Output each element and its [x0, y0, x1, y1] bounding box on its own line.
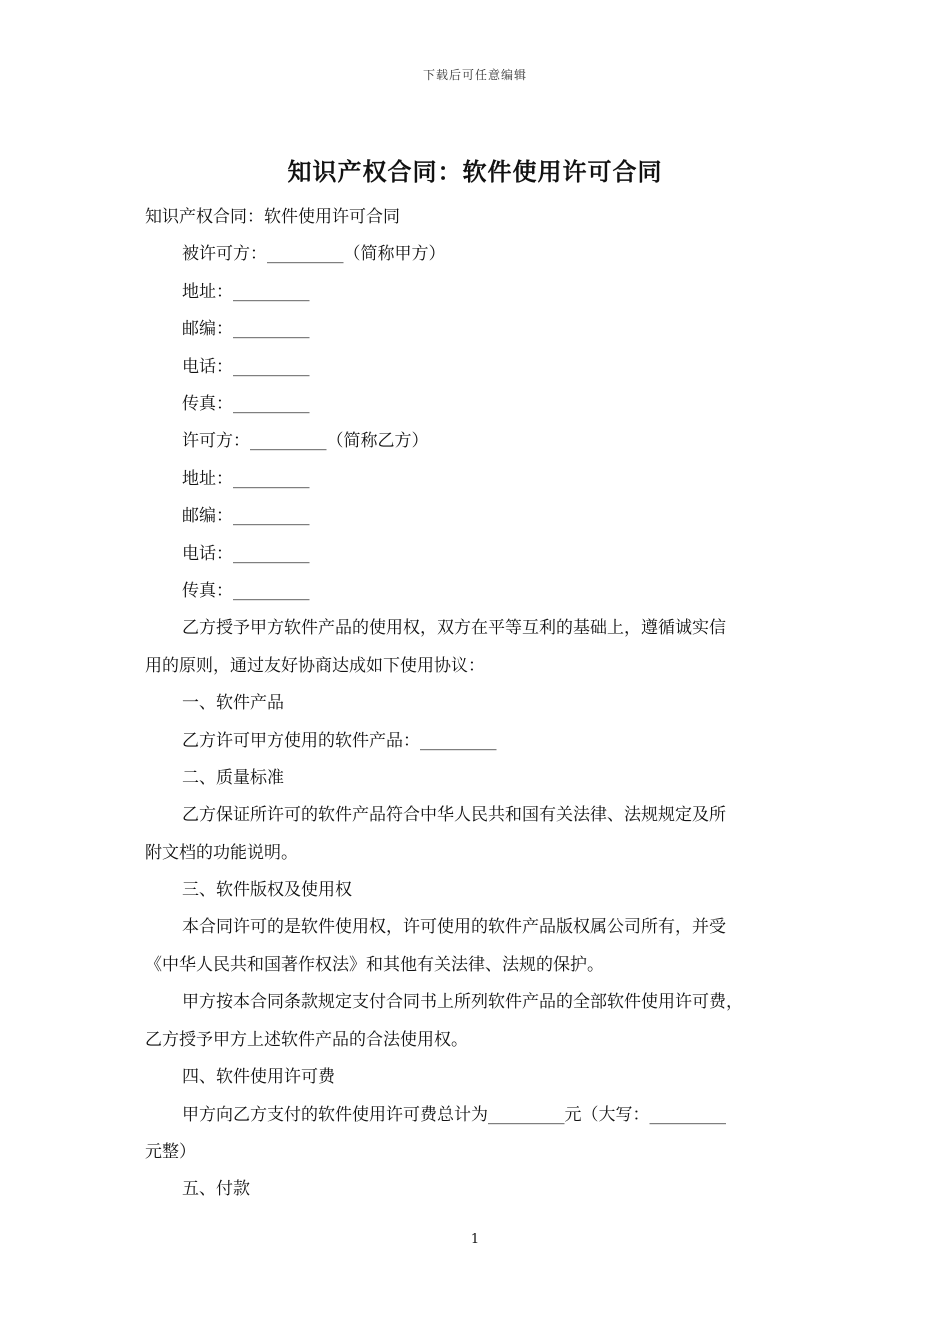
section-2-heading: 二、质量标准 — [182, 767, 284, 788]
section-2-paragraph — [145, 797, 810, 872]
party-a-name: 被许可方：_________（简称甲方） — [182, 244, 446, 265]
intro-line-1: 乙方授予甲方软件产品的使用权，双方在平等互利的基础上，遵循诚实信 — [182, 618, 726, 639]
header-note: 下载后可任意编辑 — [422, 68, 527, 82]
section-3-p1-line-2: 《中华人民共和国著作权法》和其他有关法律、法规的保护。 — [145, 954, 604, 975]
section-1-text: 乙方许可甲方使用的软件产品：_________ — [182, 730, 497, 751]
party-a-postcode: 邮编：_________ — [182, 319, 310, 340]
section-5-heading: 五、付款 — [182, 1179, 250, 1200]
party-a-phone: 电话：_________ — [182, 356, 310, 377]
section-4-heading: 四、软件使用许可费 — [182, 1067, 335, 1088]
section-4-line-1: 甲方向乙方支付的软件使用许可费总计为_________元（大写：_________ — [182, 1104, 726, 1125]
section-3-heading: 三、软件版权及使用权 — [182, 880, 352, 901]
party-b-fax: 传真：_________ — [182, 580, 310, 601]
section-2-line-1: 乙方保证所许可的软件产品符合中华人民共和国有关法律、法规规定及所 — [182, 805, 726, 826]
party-b-postcode: 邮编：_________ — [182, 506, 310, 527]
intro-line-2: 用的原则，通过友好协商达成如下使用协议： — [145, 655, 485, 676]
party-b-address: 地址：_________ — [182, 468, 310, 489]
section-1-heading: 一、软件产品 — [182, 693, 284, 714]
section-4-paragraph — [145, 1097, 810, 1172]
section-3-p1-line-1: 本合同许可的是软件使用权，许可使用的软件产品版权属公司所有，并受 — [182, 917, 726, 938]
section-3-p2-line-1: 甲方按本合同条款规定支付合同书上所列软件产品的全部软件使用许可费， — [182, 992, 743, 1013]
section-3-paragraph-1 — [145, 909, 810, 984]
subtitle-line: 知识产权合同：软件使用许可合同 — [145, 207, 400, 227]
section-2-line-2: 附文档的功能说明。 — [145, 842, 298, 863]
document-title: 知识产权合同：软件使用许可合同 — [287, 158, 663, 186]
page-number: 1 — [470, 1232, 480, 1247]
section-3-paragraph-2 — [145, 984, 810, 1059]
party-b-phone: 电话：_________ — [182, 543, 310, 564]
party-b-name: 许可方：_________（简称乙方） — [182, 431, 429, 452]
party-a-fax: 传真：_________ — [182, 393, 310, 414]
party-a-address: 地址：_________ — [182, 281, 310, 302]
intro-paragraph — [145, 610, 810, 685]
section-4-line-2: 元整） — [145, 1141, 196, 1162]
document-body — [145, 199, 810, 1209]
section-3-p2-line-2: 乙方授予甲方上述软件产品的合法使用权。 — [145, 1029, 468, 1050]
